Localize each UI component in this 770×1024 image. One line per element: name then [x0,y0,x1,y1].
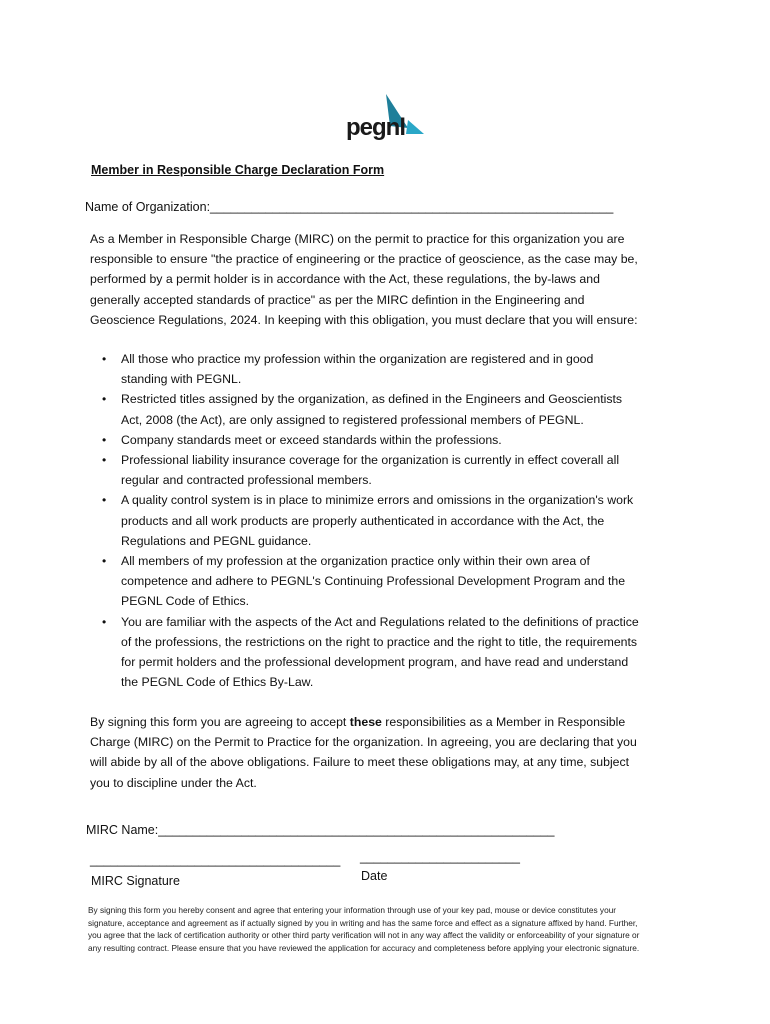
pegnl-logo [346,92,428,146]
date-field[interactable]: _______________________ [360,850,520,864]
list-item [100,430,640,450]
list-item-text: Company standards meet or exceed standards within the professions. [121,432,502,447]
bullet-icon: • [102,392,107,407]
list-item-text: All members of my profession at the organization practice only within their own area of competence and adhere to PEGNL's Continuing Professional Development Program and the PEGNL Code of Ethics. [121,554,626,609]
date-label: Date [361,869,388,883]
list-item-text: Professional liability insurance coverage for the organization is currently in effect coverall all regular and contracted professional members. [121,453,620,488]
list-item-text: You are familiar with the aspects of the Act and Regulations related to the definitions of practice of the professions, the restrictions on the right to practice and the right to title, the requirements for permit holders and the professional development program, and have read and understand the PEGNL Code of Ethics By-Law. [121,614,639,690]
electronic-signature-consent: By signing this form you hereby consent and agree that entering your information through use of your key pad, mouse or device constitutes your signature, acceptance and agreement as if actually signed by you in writing and has the same force and effect as a signature affixed by hand. Further, you agree that the lack of certification authority or other third party verification will not in any way affect the validity or enforceability of your signature or any resulting contract. Please ensure that you have reviewed the application for accuracy and completeness before applying your electronic signature. [88,905,640,953]
mirc-name-field[interactable]: MIRC Name:_________________________________________________________ [86,823,555,837]
bullet-icon: • [102,493,107,508]
list-item [100,389,640,429]
list-item [100,349,640,389]
list-item [100,612,640,693]
signing-text-bold: these [349,715,382,729]
list-item-text: A quality control system is in place to minimize errors and omissions in the organization's work products and all work products are properly authenticated in accordance with the Act, the Regulations and PEGNL guidance. [121,493,634,548]
bullet-icon: • [102,554,107,569]
logo-text: pegnl [346,114,405,141]
list-item [100,490,640,551]
list-item-text: Restricted titles assigned by the organization, as defined in the Engineers and Geoscientists Act, 2008 (the Act), are only assigned to registered professional members of PEGNL. [121,392,623,427]
signing-text-pre: By signing this form you are agreeing to accept [90,715,350,729]
form-title: Member in Responsible Charge Declaration Form [91,163,385,177]
list-item-text: All those who practice my profession within the organization are registered and in good standing with PEGNL. [121,352,594,387]
organization-name-field[interactable]: Name of Organization:__________________________________________________________ [85,200,614,214]
signing-text-post: responsibilities as a Member in Responsible Charge (MIRC) on the Permit to Practice for the organization. In agreeing, you are declaring that you will abide by all of the above obligations. Failure to meet these obligations may, at any time, subject you to discipline under the Act. [90,715,637,790]
bullet-icon: • [102,614,107,629]
intro-paragraph: As a Member in Responsible Charge (MIRC) on the permit to practice for this organization you are responsible to ensure "the practice of engineering or the practice of geoscience, as the case may be, performed by a permit holder is in accordance with the Act, these regulations, the by-laws and generally accepted standards of practice" as per the MIRC defintion in the Engineering and Geoscience Regulations, 2024. In keeping with this obligation, you must declare that you will ensure: [90,232,638,327]
mirc-signature-label: MIRC Signature [91,874,180,888]
obligations-list [100,349,640,692]
signing-paragraph [90,712,650,793]
list-item [100,450,640,490]
list-item [100,551,640,612]
bullet-icon: • [102,432,107,447]
bullet-icon: • [102,453,107,468]
mirc-signature-field[interactable]: ____________________________________ [90,853,341,867]
bullet-icon: • [102,352,107,366]
